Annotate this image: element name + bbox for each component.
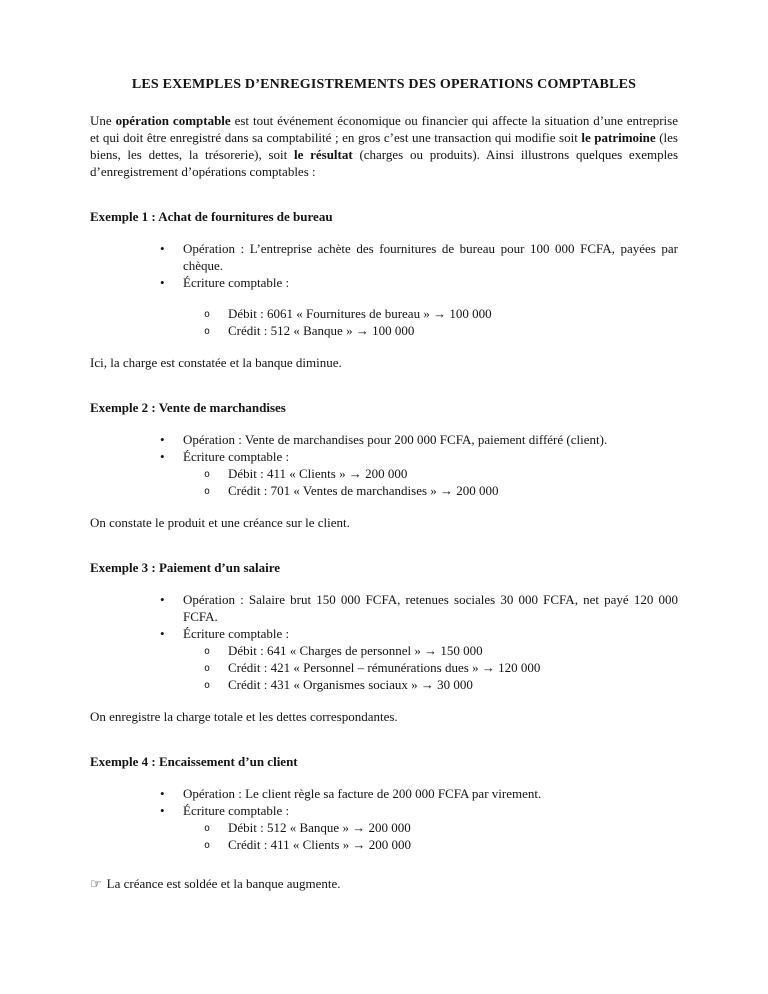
example-4-bullet-list (90, 785, 678, 819)
example-3-section (90, 559, 678, 725)
entry-item: o Débit : 411 « Clients » → 200 000 (228, 465, 678, 482)
intro-text: (charges ou produits). Ainsi illustrons quelques exemples d’enregistrement d’opérations comptables : (90, 147, 679, 179)
entry-item: o Crédit : 411 « Clients » → 200 000 (228, 836, 678, 853)
example-2-note: On constate le produit et une créance sur le client. (90, 515, 350, 530)
operation-item: • Opération : Le client règle sa facture de 200 000 FCFA par virement. (183, 785, 678, 802)
example-2-entry-list (90, 465, 678, 499)
entry-item: o Crédit : 421 « Personnel – rémunérations dues » → 120 000 (228, 659, 678, 676)
operation-item: • Opération : Salaire brut 150 000 FCFA, retenues sociales 30 000 FCFA, net payé 120 000 FCFA. (183, 591, 678, 625)
entry-item: o Crédit : 512 « Banque » → 100 000 (228, 322, 678, 339)
ecriture-item: • Écriture comptable : (183, 274, 678, 291)
entry-item: o Débit : 6061 « Fournitures de bureau » → 100 000 (228, 305, 678, 322)
intro-paragraph (90, 112, 678, 180)
pointing-hand-icon: ☞ (90, 877, 102, 892)
example-2-section (90, 399, 678, 531)
ecriture-item: • Écriture comptable : (183, 802, 678, 819)
ecriture-item: • Écriture comptable : (183, 448, 678, 465)
conclusion-line (90, 875, 678, 893)
intro-bold-operation-comptable: opération comptable (115, 113, 231, 128)
operation-item: • Opération : Vente de marchandises pour 200 000 FCFA, paiement différé (client). (183, 431, 678, 448)
example-4-heading: Exemple 4 : Encaissement d’un client (90, 754, 298, 769)
intro-text: (les biens, les dettes, la trésorerie), soit (90, 130, 678, 162)
example-3-heading: Exemple 3 : Paiement d’un salaire (90, 560, 281, 575)
entry-item: o Débit : 512 « Banque » → 200 000 (228, 819, 678, 836)
example-4-section (90, 753, 678, 853)
conclusion-text: La créance est soldée et la banque augmente. (106, 876, 341, 891)
entry-item: o Débit : 641 « Charges de personnel » → 150 000 (228, 642, 678, 659)
document-title: LES EXEMPLES D’ENREGISTREMENTS DES OPERATIONS COMPTABLES (131, 77, 637, 92)
example-3-entry-list (90, 642, 678, 693)
example-1-heading: Exemple 1 : Achat de fournitures de bureau (90, 209, 333, 224)
intro-text: est tout événement économique ou financier qui affecte la situation d’une entreprise et qui doit être enregistré dans sa comptabilité ; en gros c’est une transaction qui modifie soit (90, 113, 678, 145)
example-1-bullet-list (90, 240, 678, 291)
intro-text: Une (90, 113, 116, 128)
entry-item: o Crédit : 701 « Ventes de marchandises » → 200 000 (228, 482, 678, 499)
example-1-section (90, 208, 678, 371)
example-1-note: Ici, la charge est constatée et la banque diminue. (90, 355, 342, 370)
entry-item: o Crédit : 431 « Organismes sociaux » → 30 000 (228, 676, 678, 693)
example-2-heading: Exemple 2 : Vente de marchandises (90, 400, 286, 415)
example-3-note: On enregistre la charge totale et les dettes correspondantes. (90, 709, 398, 724)
example-4-entry-list (90, 819, 678, 853)
ecriture-item: • Écriture comptable : (183, 625, 678, 642)
intro-bold-patrimoine: le patrimoine (581, 130, 656, 145)
example-2-bullet-list (90, 431, 678, 465)
intro-bold-resultat: le résultat (293, 147, 353, 162)
operation-item: • Opération : L’entreprise achète des fournitures de bureau pour 100 000 FCFA, payées par chèque. (183, 240, 678, 274)
example-3-bullet-list (90, 591, 678, 642)
example-1-entry-list (90, 305, 678, 339)
